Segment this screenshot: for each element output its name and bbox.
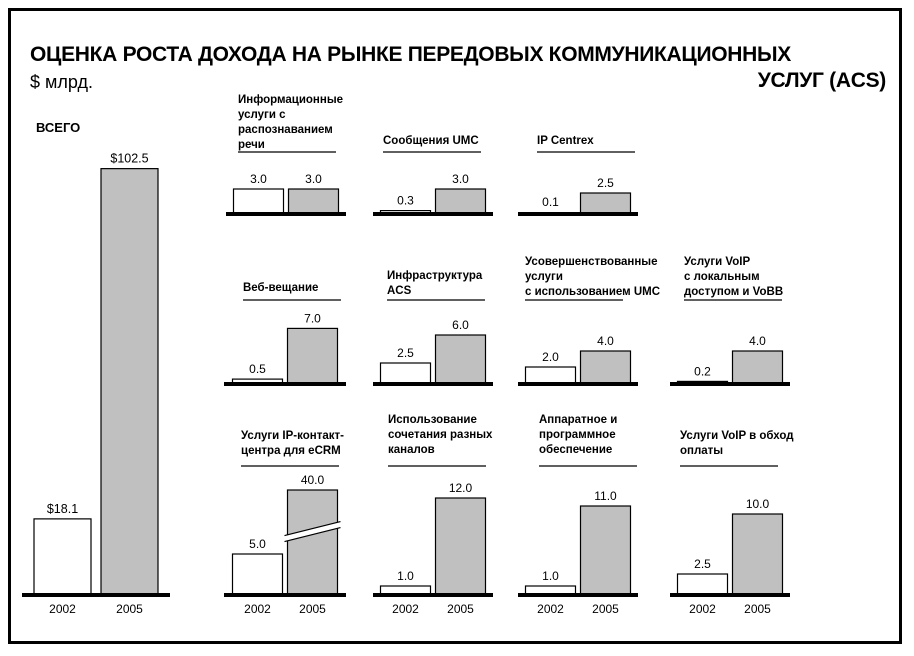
panel-label-contact: центра для eCRM xyxy=(241,445,341,457)
value-label-2005-hwsw: 11.0 xyxy=(594,489,617,503)
value-label-2002-webcast: 0.5 xyxy=(249,362,266,377)
value-label-2002-voip_local: 0.2 xyxy=(694,364,711,379)
bar-2005-contact xyxy=(288,490,338,594)
panel-label-voip_local: доступом и VoBB xyxy=(684,286,784,298)
tick-label-2002-hwsw: 2002 xyxy=(537,602,564,616)
value-label-2002-advanced: 2.0 xyxy=(542,350,559,364)
bar-2005-webcast xyxy=(288,328,338,383)
bar-2005-centrex xyxy=(581,193,631,213)
bar-2005-bypass xyxy=(733,514,783,594)
bar-2005-voip_local xyxy=(733,351,783,383)
panel-label-multichannel: Использование xyxy=(388,414,477,426)
value-label-2002-bypass: 2.5 xyxy=(694,557,711,571)
value-label-2002-multichannel: 1.0 xyxy=(397,569,414,583)
bar-2002-multichannel xyxy=(381,586,431,594)
tick-label-2005-hwsw: 2005 xyxy=(592,602,619,616)
tick-label-2002-bypass: 2002 xyxy=(689,602,716,616)
panel-label-speech: распознаванием xyxy=(238,124,333,136)
panel-label-multichannel: сочетания разных xyxy=(388,429,493,441)
bar-2002-contact xyxy=(233,554,283,594)
panel-label-ums: Сообщения UMC xyxy=(383,135,479,147)
value-label-2005-voip_local: 4.0 xyxy=(749,334,766,348)
tick-label-2005-total: 2005 xyxy=(116,602,143,616)
value-label-2005-bypass: 10.0 xyxy=(745,497,770,511)
value-label-2002-centrex: 0.1 xyxy=(542,195,559,210)
tick-label-2002-contact: 2002 xyxy=(244,602,271,616)
value-label-2002-hwsw: 1.0 xyxy=(542,569,559,583)
value-label-2002-total: $18.1 xyxy=(46,501,79,516)
value-label-2005-multichannel: 12.0 xyxy=(448,481,473,495)
value-label-2005-speech: 3.0 xyxy=(305,172,322,186)
value-label-2005-infra: 6.0 xyxy=(452,318,469,332)
bar-2005-speech xyxy=(289,189,339,213)
bar-2002-bypass xyxy=(678,574,728,594)
bar-2005-advanced xyxy=(581,351,631,383)
value-label-2005-webcast: 7.0 xyxy=(304,311,321,326)
title-line-1: ОЦЕНКА РОСТА ДОХОДА НА РЫНКЕ ПЕРЕДОВЫХ КОММУНИКАЦИОННЫХ xyxy=(30,43,791,66)
value-label-2002-ums: 0.3 xyxy=(397,193,414,208)
value-label-2002-speech: 3.0 xyxy=(250,172,267,186)
tick-label-2005-contact: 2005 xyxy=(299,602,326,616)
tick-label-2002-multichannel: 2002 xyxy=(392,602,419,616)
bar-2005-ums xyxy=(436,189,486,213)
bar-2002-speech xyxy=(234,189,284,213)
panel-label-infra: ACS xyxy=(387,285,412,297)
panel-label-advanced: Усовершенствованные xyxy=(525,256,658,268)
bar-2002-total xyxy=(34,519,91,594)
panel-label-speech: речи xyxy=(238,139,265,151)
panel-label-advanced: с использованием UMC xyxy=(525,286,661,298)
panel-label-multichannel: каналов xyxy=(388,444,435,456)
value-label-2005-total: $102.5 xyxy=(110,151,149,166)
bar-2005-infra xyxy=(436,335,486,383)
panel-label-centrex: IP Centrex xyxy=(537,135,594,147)
panel-label-hwsw: программное xyxy=(539,429,616,441)
panel-label-speech: услуги с xyxy=(238,109,286,121)
bar-2002-infra xyxy=(381,363,431,383)
bar-2005-hwsw xyxy=(581,506,631,594)
panel-label-advanced: услуги xyxy=(525,271,563,283)
value-label-2002-contact: 5.0 xyxy=(249,537,266,551)
bar-2005-multichannel xyxy=(436,498,486,594)
panel-label-speech: Информационные xyxy=(238,94,344,106)
value-label-2005-ums: 3.0 xyxy=(452,172,469,186)
panel-label-hwsw: обеспечение xyxy=(539,444,613,456)
tick-label-2002-total: 2002 xyxy=(49,602,76,616)
tick-label-2005-bypass: 2005 xyxy=(744,602,771,616)
value-label-2005-advanced: 4.0 xyxy=(597,334,614,348)
panel-label-total: ВСЕГО xyxy=(36,120,81,135)
panel-label-infra: Инфраструктура xyxy=(387,270,483,282)
bar-2002-advanced xyxy=(526,367,576,383)
value-label-2005-centrex: 2.5 xyxy=(597,176,614,190)
title-line-2: УСЛУГ (ACS) xyxy=(757,69,886,92)
units-label: $ млрд. xyxy=(30,72,93,92)
bar-2005-total xyxy=(101,169,158,594)
panel-label-contact: Услуги IP-контакт- xyxy=(241,430,344,442)
panel-label-voip_local: Услуги VoIP xyxy=(684,256,751,268)
panel-label-webcast: Веб-вещание xyxy=(243,282,319,294)
bar-2002-hwsw xyxy=(526,586,576,594)
value-label-2002-infra: 2.5 xyxy=(397,346,414,360)
panel-label-bypass: Услуги VoIP в обход xyxy=(680,430,794,442)
tick-label-2005-multichannel: 2005 xyxy=(447,602,474,616)
panel-label-voip_local: с локальным xyxy=(684,271,760,283)
value-label-2005-contact: 40.0 xyxy=(300,473,325,487)
panel-label-hwsw: Аппаратное и xyxy=(539,414,618,426)
panel-label-bypass: оплаты xyxy=(680,445,724,457)
